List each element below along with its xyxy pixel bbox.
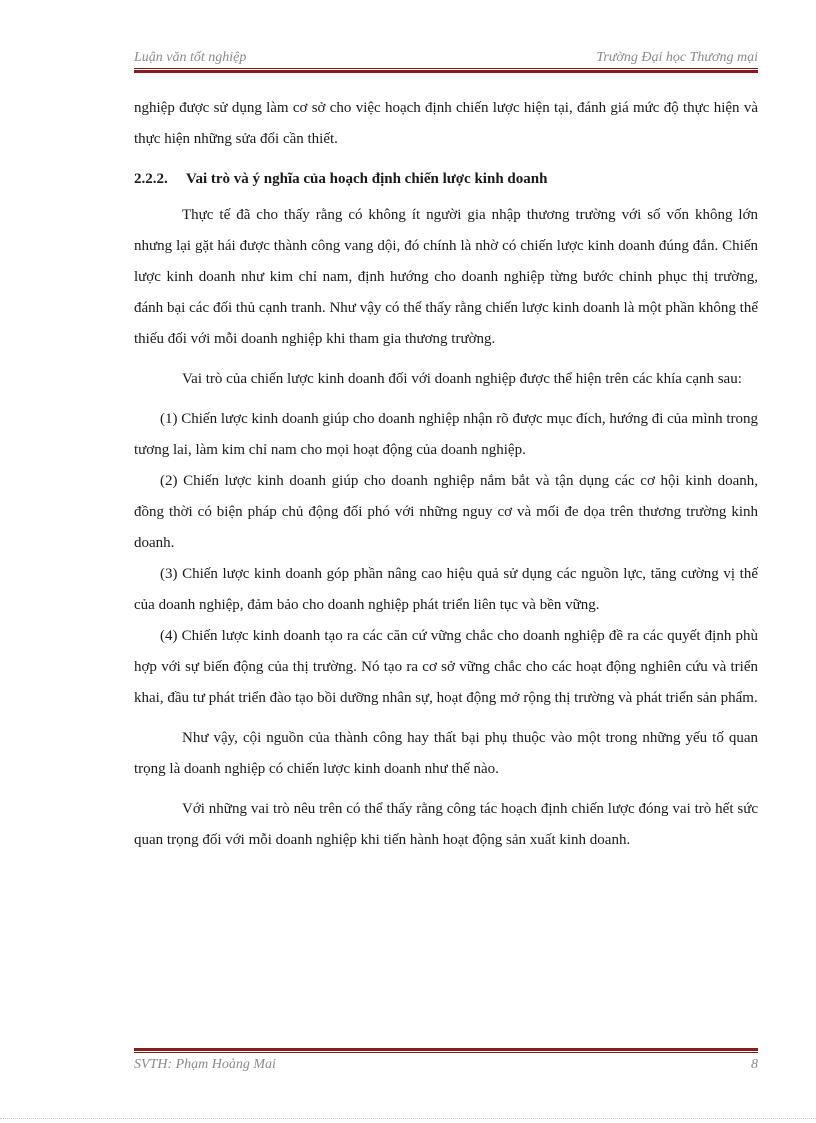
list-item-1: (1) Chiến lược kinh doanh giúp cho doanh nghiệp nhận rõ được mục đích, hướng đi của mình trong tương lai, làm kim chỉ nam cho mọi hoạt động của doanh nghiệp. <box>134 411 758 458</box>
paragraph-continued: nghiệp được sử dụng làm cơ sở cho việc hoạch định chiến lược hiện tại, đánh giá mức độ thực hiện và thực hiện những sửa đổi cần thiết. <box>134 100 758 147</box>
section-title: Vai trò và ý nghĩa của hoạch định chiến lược kinh doanh <box>186 171 548 187</box>
header-right-text: Trường Đại học Thương mại <box>596 50 758 65</box>
paragraph-intro: Thực tế đã cho thấy rằng có không ít người gia nhập thương trường với số vốn không lớn nhưng lại gặt hái được thành công vang dội, đó chính là nhờ có chiến lược kinh doanh đúng đắn. Chiến lược kinh doanh như kim chỉ nam, định hướng cho doanh nghiệp từng bước chinh phục thị trường, đánh bại các đối thủ cạnh tranh. Như vậy có thể thấy rằng chiến lược kinh doanh là một phần không thể thiếu đối với mỗi doanh nghiệp khi tham gia thương trường. <box>134 207 758 347</box>
list-item-4: (4) Chiến lược kinh doanh tạo ra các căn cứ vững chắc cho doanh nghiệp đề ra các quyết định phù hợp với sự biến động của thị trường. Nó tạo ra cơ sở vững chắc cho các hoạt động nghiên cứu và triển khai, đầu tư phát triển đào tạo bồi dưỡng nhân sự, hoạt động mở rộng thị trường và phát triển sản phẩm. <box>134 628 758 706</box>
page-header <box>134 48 758 68</box>
header-left-text: Luận văn tốt nghiệp <box>134 50 247 65</box>
page-number: 8 <box>751 1057 758 1072</box>
paragraph-conclusion-2: Với những vai trò nêu trên có thể thấy rằng công tác hoạch định chiến lược đóng vai trò hết sức quan trọng đối với mỗi doanh nghiệp khi tiến hành hoạt động sản xuất kinh doanh. <box>134 801 758 848</box>
section-heading <box>134 164 758 195</box>
section-number: 2.2.2. <box>134 171 168 187</box>
paragraph-conclusion-1: Như vậy, cội nguồn của thành công hay thất bại phụ thuộc vào một trong những yếu tố quan trọng là doanh nghiệp có chiến lược kinh doanh như thế nào. <box>134 730 758 777</box>
header-rule-thin <box>134 68 758 69</box>
page-edge-divider <box>0 1118 816 1120</box>
page-body <box>134 93 758 856</box>
footer-rule-thin <box>134 1052 758 1053</box>
footer-author: SVTH: Phạm Hoàng Mai <box>134 1057 276 1072</box>
paragraph-roles-lead: Vai trò của chiến lược kinh doanh đối với doanh nghiệp được thể hiện trên các khía cạnh sau: <box>182 371 742 387</box>
list-item-2: (2) Chiến lược kinh doanh giúp cho doanh nghiệp nắm bắt và tận dụng các cơ hội kinh doanh, đồng thời có biện pháp chủ động đối phó với những nguy cơ và mối đe dọa trên thương trường kinh doanh. <box>134 473 758 551</box>
header-rule-thick <box>134 70 758 73</box>
footer-rule-thick <box>134 1048 758 1051</box>
page-footer <box>134 1057 758 1077</box>
list-item-3: (3) Chiến lược kinh doanh góp phần nâng cao hiệu quả sử dụng các nguồn lực, tăng cường vị thế của doanh nghiệp, đảm bảo cho doanh nghiệp phát triển liên tục và bền vững. <box>134 566 758 613</box>
